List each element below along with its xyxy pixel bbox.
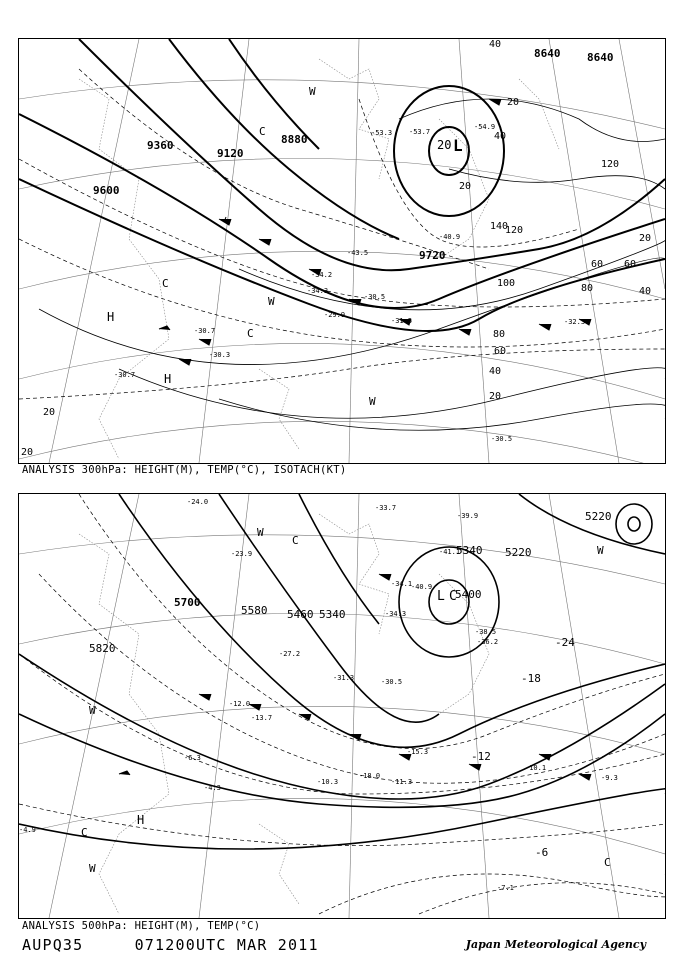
- temperature-label: -7.1: [497, 884, 514, 892]
- temperature-label: -24.0: [187, 498, 209, 506]
- height-label: 5220: [505, 546, 532, 559]
- height-label: 5400: [455, 588, 482, 601]
- isotach-label: 40: [489, 39, 502, 50]
- temperature-label: -4.9: [19, 826, 36, 834]
- high-pressure-symbol: H: [137, 813, 145, 827]
- height-label: 9360: [147, 139, 174, 152]
- warm-center-symbol: W: [89, 704, 96, 717]
- temperature-label: -4.3: [204, 784, 221, 792]
- temperature-label: -40.9: [411, 583, 433, 591]
- height-label: 9120: [217, 147, 244, 160]
- isotach-label: 120: [601, 159, 620, 170]
- isotach-label: 40: [494, 131, 507, 142]
- chart-caption-500hpa: ANALYSIS 500hPa: HEIGHT(M), TEMP(°C): [22, 920, 261, 932]
- temperature-label: -34.1: [391, 580, 413, 588]
- temperature-label: -27.2: [279, 650, 301, 658]
- temperature-label: -53.3: [371, 129, 393, 137]
- height-labels: [93, 47, 614, 262]
- temperature-label: -34.3: [385, 610, 407, 618]
- height-label: 8640: [534, 47, 561, 60]
- coastline: [79, 514, 489, 914]
- isotach-label: 20: [21, 447, 34, 458]
- graticule: [19, 494, 665, 918]
- height-label: 9600: [93, 184, 120, 197]
- isotach-label: 20: [43, 407, 56, 418]
- low-pressure-symbol: L: [437, 589, 445, 604]
- height-label: 5220: [585, 510, 612, 523]
- valid-time: 071200UTC MAR 2011: [134, 936, 319, 954]
- analysis-chart-300hpa: [18, 38, 666, 464]
- temperature-label: -39.9: [457, 512, 479, 520]
- temperature-label: -11.3: [391, 778, 413, 786]
- cold-center-symbol: C: [259, 125, 266, 138]
- height-label: 5340: [456, 544, 483, 557]
- isotach-label: 40: [489, 366, 502, 377]
- isotach-label: 40: [639, 286, 652, 297]
- isotach-label: 60: [624, 259, 637, 270]
- temperature-label: -15.3: [407, 748, 429, 756]
- isotach-label: 80: [493, 329, 506, 340]
- cold-center-symbol: C: [81, 826, 88, 839]
- isotherm-lines: [19, 494, 665, 914]
- temperature-label: -30.7: [114, 371, 136, 379]
- warm-center-symbol: W: [268, 295, 275, 308]
- height-label: 9720: [419, 249, 446, 262]
- temperature-label: -33.7: [375, 504, 397, 512]
- isotach-label: 60: [591, 259, 604, 270]
- temperature-label: -34.2: [311, 271, 333, 279]
- height-label: 5820: [89, 642, 116, 655]
- temperature-label: -9.3: [601, 774, 618, 782]
- product-header: [22, 936, 319, 954]
- temperature-label: -40.9: [439, 233, 461, 241]
- temperature-label: -18.0: [359, 772, 381, 780]
- temperature-label: -18: [521, 672, 541, 685]
- isotach-labels: [21, 39, 651, 458]
- temperature-label: -38.5: [475, 628, 497, 636]
- temperature-label: -12: [471, 750, 491, 763]
- temperature-label: -41.1: [439, 548, 461, 556]
- temperature-label: -24: [555, 636, 575, 649]
- map-300hpa: [19, 39, 665, 463]
- temperature-label: -13.7: [251, 714, 273, 722]
- high-pressure-symbol: H: [107, 310, 115, 324]
- temperature-label: -29.9: [324, 311, 346, 319]
- warm-center-symbol: W: [369, 395, 376, 408]
- height-label: 5340: [319, 608, 346, 621]
- cold-center-symbol: C: [604, 856, 611, 869]
- temperature-label: -6: [535, 846, 549, 859]
- temperature-label: -30.5: [491, 435, 513, 443]
- temperature-label: -32.3: [564, 318, 586, 326]
- coastline: [79, 59, 559, 459]
- isotach-label: 80: [581, 283, 594, 294]
- temperature-label: -30.3: [209, 351, 231, 359]
- temperature-label: -30.5: [364, 293, 386, 301]
- height-label: 8880: [281, 133, 308, 146]
- isotach-label: 20: [507, 97, 520, 108]
- low-pressure-symbol: L: [453, 136, 463, 155]
- isotach-label: 100: [497, 278, 516, 289]
- temperature-label: -31.5: [391, 317, 413, 325]
- isotach-label: 20: [459, 181, 472, 192]
- height-label: 8640: [587, 51, 614, 64]
- isotach-label: 20: [489, 391, 502, 402]
- temperature-label: -31.3: [333, 674, 355, 682]
- temperature-label: -10.1: [525, 764, 547, 772]
- temperature-label: -53.7: [409, 128, 431, 136]
- temperature-label: -36.2: [477, 638, 499, 646]
- isotherm-lines: [19, 69, 665, 399]
- center-value: 20: [437, 138, 452, 152]
- height-label: 5460: [287, 608, 314, 621]
- height-label: 5700: [174, 596, 201, 609]
- warm-center-symbol: W: [597, 544, 604, 557]
- isotach-label: 140: [490, 221, 509, 232]
- analysis-chart-500hpa: [18, 493, 666, 919]
- temperature-label: -43.5: [347, 249, 369, 257]
- temperature-label: -10.3: [317, 778, 339, 786]
- isotach-label: 120: [505, 225, 524, 236]
- isotach-label: 60: [494, 346, 507, 357]
- temperature-label: -6.3: [184, 754, 201, 762]
- temperature-label: -30.5: [381, 678, 403, 686]
- cold-center-symbol: C: [292, 534, 299, 547]
- cold-center-symbol: C: [449, 589, 457, 604]
- height-label: 5580: [241, 604, 268, 617]
- cold-center-symbol: C: [247, 327, 254, 340]
- map-500hpa: [19, 494, 665, 918]
- temperature-label: -30.7: [194, 327, 216, 335]
- warm-center-symbol: W: [257, 526, 264, 539]
- chart-caption-300hpa: ANALYSIS 300hPa: HEIGHT(M), TEMP(°C), ISOTACH(KT): [22, 464, 347, 476]
- isotach-label: 20: [639, 233, 652, 244]
- high-pressure-symbol: H: [164, 372, 172, 386]
- temperature-label: -23.9: [231, 550, 253, 558]
- warm-center-symbol: W: [89, 862, 96, 875]
- agency-name: Japan Meteorological Agency: [465, 938, 646, 951]
- temperature-label: -12.0: [229, 700, 251, 708]
- cold-center-symbol: C: [162, 277, 169, 290]
- height-labels: [89, 510, 612, 655]
- temperature-label: -34.3: [307, 287, 329, 295]
- product-code: AUPQ35: [22, 936, 84, 954]
- warm-center-symbol: W: [309, 85, 316, 98]
- temperature-label: -54.9: [474, 123, 496, 131]
